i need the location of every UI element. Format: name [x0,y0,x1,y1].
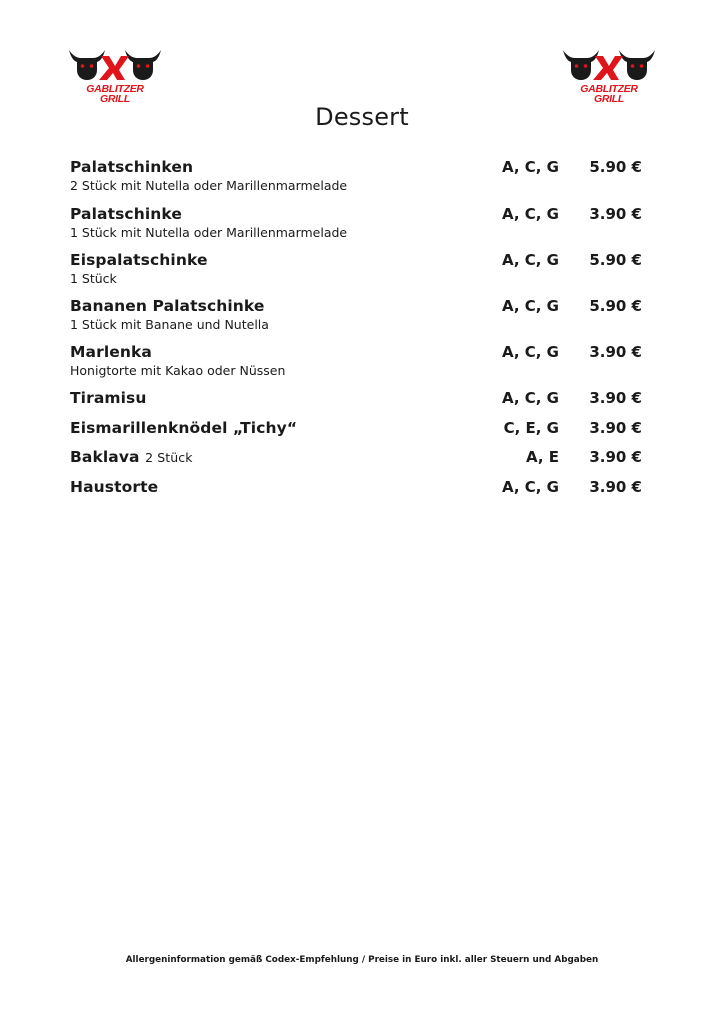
item-description: Honigtorte mit Kakao oder Nüssen [70,363,286,378]
item-price: 5.90 € [589,297,642,315]
item-name: Eispalatschinke [70,251,208,269]
item-name: Tiramisu [70,389,147,407]
item-price: 3.90 € [589,419,642,437]
item-price: 5.90 € [589,251,642,269]
logo-line1: GABLITZER [580,83,638,95]
logo-right [561,46,657,108]
bull-head-icon [67,46,163,84]
bull-head-icon [561,46,657,84]
footer-note: Allergeninformation gemäß Codex-Empfehlung / Preise in Euro inkl. aller Steuern und Abgaben [125,955,599,965]
item-name: Bananen Palatschinke [70,297,265,315]
item-name: Palatschinke [70,205,182,223]
item-name-wrapper [70,448,193,466]
item-allergens: C, E, G [503,419,559,437]
item-description: 2 Stück mit Nutella oder Marillenmarmelade [70,178,348,193]
item-allergens: A, E [525,448,559,466]
item-description: 1 Stück mit Nutella oder Marillenmarmelade [70,225,348,240]
item-allergens: A, C, G [501,389,559,407]
item-allergens: A, C, G [501,251,559,269]
item-allergens: A, C, G [501,343,559,361]
logo-line2: GRILL [594,93,624,105]
page-title: Dessert [315,103,409,131]
item-description: 1 Stück [70,271,117,286]
item-inline-description: 2 Stück [145,450,193,465]
item-name: Eismarillenknödel „Tichy“ [70,419,298,437]
item-name: Marlenka [70,343,152,361]
item-allergens: A, C, G [501,205,559,223]
item-price: 3.90 € [589,478,642,496]
item-name: Haustorte [70,478,159,496]
logo-line1: GABLITZER [86,83,144,95]
logo-left [67,46,163,108]
item-allergens: A, C, G [501,158,559,176]
item-price: 5.90 € [589,158,642,176]
logo-line2: GRILL [100,93,130,105]
item-price: 3.90 € [589,389,642,407]
item-allergens: A, C, G [501,478,559,496]
item-description: 1 Stück mit Banane und Nutella [70,317,269,332]
item-name: Palatschinken [70,158,194,176]
item-allergens: A, C, G [501,297,559,315]
item-price: 3.90 € [589,448,642,466]
item-price: 3.90 € [589,205,642,223]
item-price: 3.90 € [589,343,642,361]
item-name: Baklava [70,448,140,466]
